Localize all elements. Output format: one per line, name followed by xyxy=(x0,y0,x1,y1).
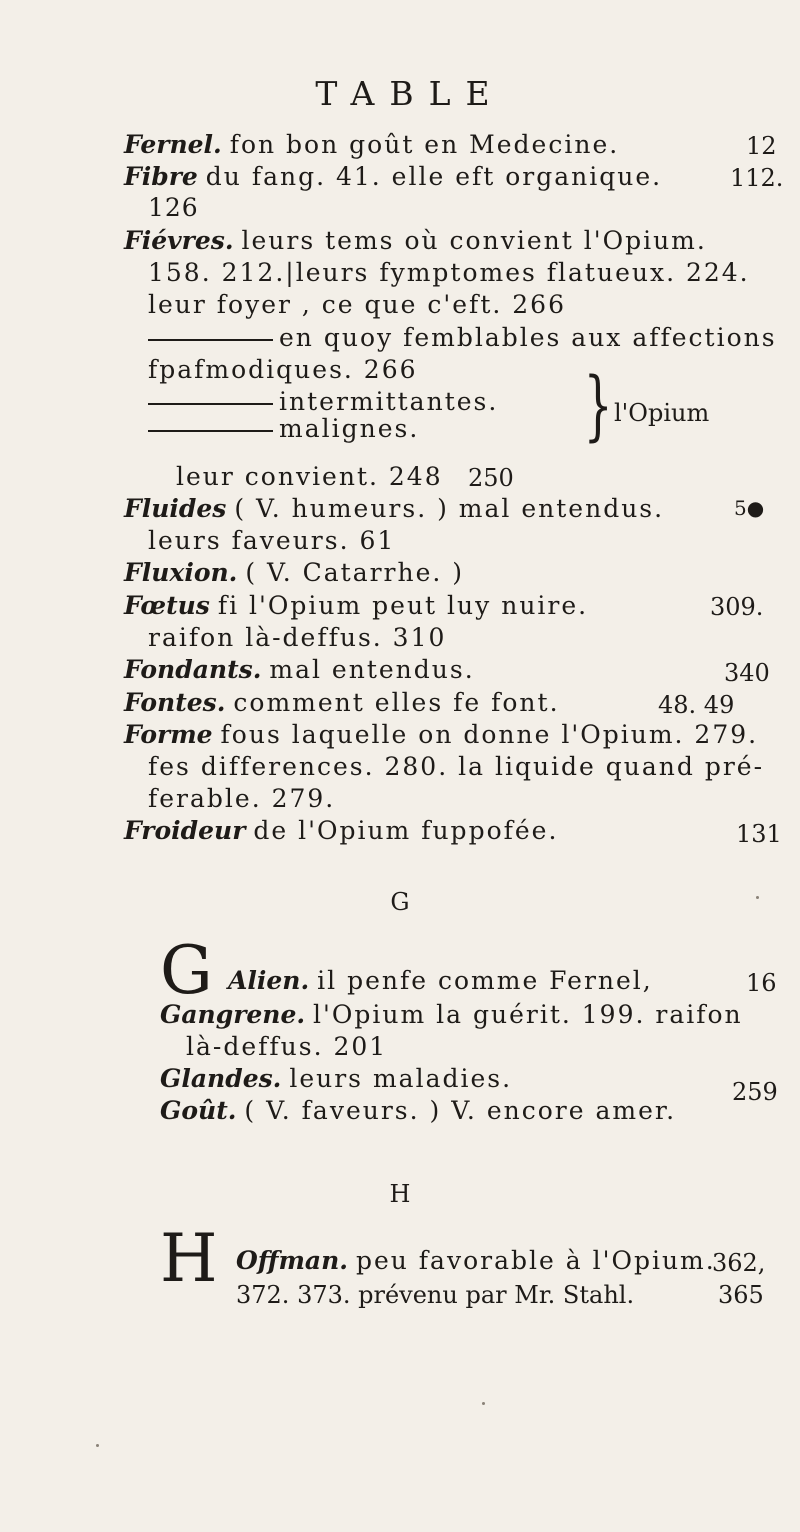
entry-hoffman xyxy=(236,1246,716,1276)
entry-text: du fang. 41. elle eft organique. xyxy=(205,162,663,191)
entry-foetus xyxy=(124,591,588,621)
entry-page: 259 xyxy=(732,1078,778,1106)
entry-fernel xyxy=(124,130,619,160)
entry-glandes xyxy=(160,1064,512,1094)
entry-continuation: fpafmodiques. 266 xyxy=(148,355,418,384)
entry-page: 340 xyxy=(724,659,770,687)
entry-term: Fœtus xyxy=(124,591,210,620)
entry-continuation: raifon là-deffus. 310 xyxy=(148,623,447,652)
entry-term: Forme xyxy=(124,720,213,749)
entry-term: Offman. xyxy=(236,1246,348,1275)
ditto-dash xyxy=(148,430,273,432)
brace-glyph: } xyxy=(583,360,613,449)
entry-continuation: leur foyer , ce que c'eft. 266 xyxy=(148,290,566,319)
entry-continuation: 158. 212.|leurs fymptomes flatueux. 224. xyxy=(148,258,750,287)
entry-term: Glandes. xyxy=(160,1064,282,1093)
entry-text: comment elles fe font. xyxy=(233,688,560,717)
entry-text: fi l'Opium peut luy nuire. xyxy=(217,591,589,620)
entry-term: Fontes. xyxy=(124,688,226,717)
entry-page: 250 xyxy=(468,464,514,492)
entry-subentry: malignes. xyxy=(148,414,419,444)
entry-page: 112. xyxy=(730,164,784,192)
entry-page: 362, xyxy=(712,1249,766,1277)
paper-speck xyxy=(96,1444,99,1447)
entry-subentry: intermittantes. xyxy=(148,387,498,417)
entry-text: ( V. faveurs. ) V. encore amer. xyxy=(244,1096,677,1125)
drop-cap-h: H xyxy=(160,1220,218,1297)
page-title: TABLE xyxy=(315,74,505,113)
entry-fievres xyxy=(124,226,707,256)
entry-mark: 5● xyxy=(734,496,765,520)
entry-term: Fiévres. xyxy=(124,226,234,255)
entry-page: 309. xyxy=(710,593,764,621)
entry-text: de l'Opium fuppofée. xyxy=(253,816,559,845)
entry-term: Gangrene. xyxy=(160,1000,306,1029)
brace-label: l'Opium xyxy=(614,399,710,427)
entry-page: 12 xyxy=(746,132,777,160)
entry-gangrene xyxy=(160,1000,743,1030)
entry-term: Fluides xyxy=(124,494,227,523)
entry-continuation: 126 xyxy=(148,193,199,222)
entry-continuation: leur convient. 248 xyxy=(176,462,443,491)
entry-continuation: là-deffus. 201 xyxy=(186,1032,388,1061)
entry-term: Fibre xyxy=(124,162,198,191)
entry-continuation: fes differences. 280. la liquide quand pré- xyxy=(148,752,765,781)
entry-subentry: en quoy femblables aux affections xyxy=(148,323,777,353)
ditto-dash xyxy=(148,339,273,341)
entry-fluides xyxy=(124,494,664,524)
entry-fondants xyxy=(124,655,475,685)
entry-fontes xyxy=(124,688,560,718)
entry-text: fon bon goût en Medecine. xyxy=(229,130,620,159)
entry-gout xyxy=(160,1096,676,1126)
entry-term: Alien. xyxy=(228,966,310,995)
paper-speck xyxy=(482,1402,485,1405)
entry-text: leurs maladies. xyxy=(289,1064,513,1093)
entry-froideur xyxy=(124,816,558,846)
entry-text: leurs tems où convient l'Opium. xyxy=(241,226,707,255)
entry-continuation: 372. 373. prévenu par Mr. Stahl. xyxy=(236,1281,635,1309)
entry-term: Fondants. xyxy=(124,655,262,684)
section-letter-h: H xyxy=(389,1180,411,1208)
entry-term: Fluxion. xyxy=(124,558,238,587)
entry-term: Goût. xyxy=(160,1096,237,1125)
entry-text: fous laquelle on donne l'Opium. 279. xyxy=(220,720,759,749)
entry-continuation: leurs faveurs. 61 xyxy=(148,526,396,555)
entry-continuation: ferable. 279. xyxy=(148,784,336,813)
entry-forme xyxy=(124,720,758,750)
entry-page: 48. 49 xyxy=(658,691,735,719)
entry-galien xyxy=(228,966,653,996)
section-letter-g: G xyxy=(390,888,410,916)
entry-page: 131 xyxy=(736,820,782,848)
entry-text: peu favorable à l'Opium. xyxy=(355,1246,716,1275)
entry-text: ( V. humeurs. ) mal entendus. xyxy=(234,494,665,523)
entry-text: il penfe comme Fernel, xyxy=(317,966,653,995)
entry-term: Fernel. xyxy=(124,130,222,159)
entry-text: ( V. Catarrhe. ) xyxy=(245,558,465,587)
entry-text: l'Opium la guérit. 199. raifon xyxy=(313,1000,743,1029)
entry-term: Froideur xyxy=(124,816,246,845)
drop-cap-g: G xyxy=(160,932,213,1009)
entry-page: 16 xyxy=(746,969,777,997)
entry-page: 365 xyxy=(718,1281,764,1309)
entry-text: mal entendus. xyxy=(269,655,475,684)
entry-fluxion xyxy=(124,558,464,588)
ditto-dash xyxy=(148,403,273,405)
paper-speck xyxy=(756,896,759,899)
entry-fibre xyxy=(124,162,662,192)
